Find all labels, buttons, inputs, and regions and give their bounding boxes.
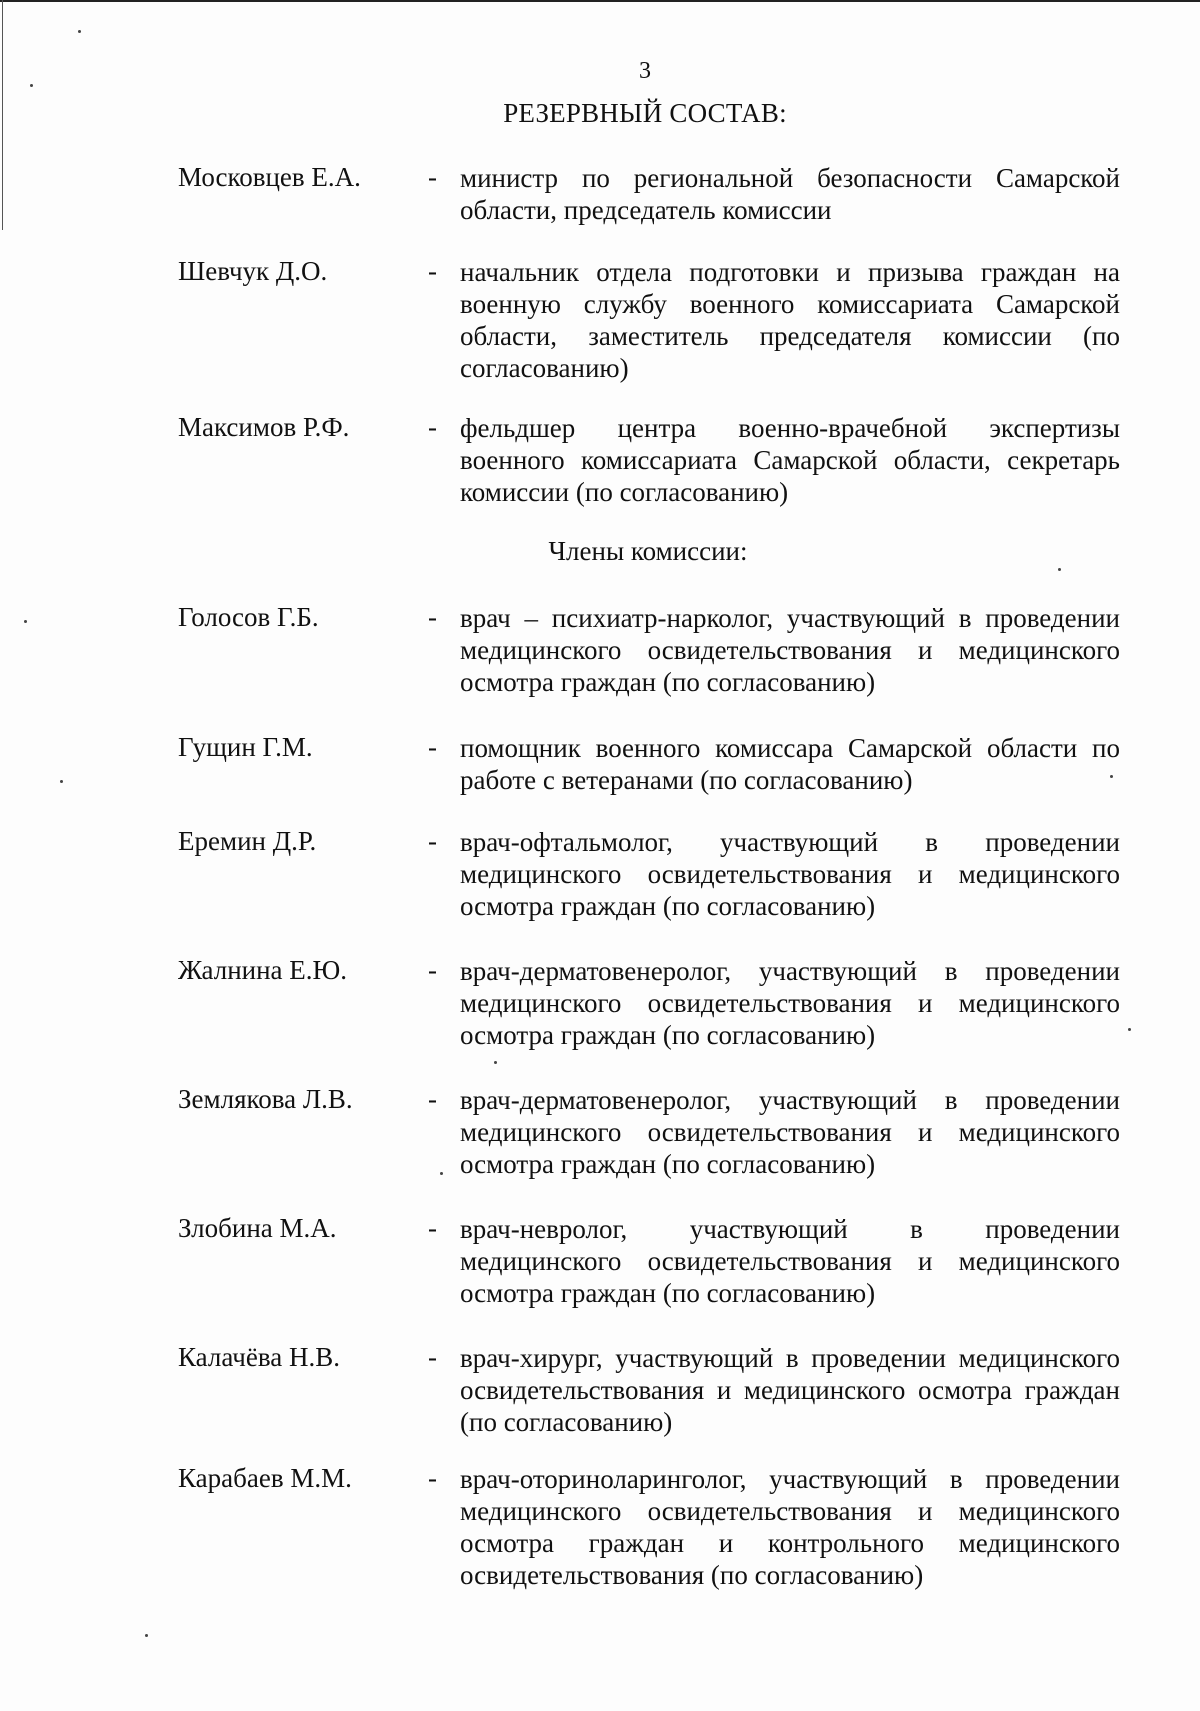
entry-dash: -	[428, 412, 437, 442]
page-number: 3	[639, 58, 651, 84]
entry-dash: -	[428, 732, 437, 762]
scan-speck	[60, 780, 63, 783]
person-role: фельдшер центра военно-врачебной экспертизы военного комиссариата Самарской области, секретарь комиссии (по согласованию)	[460, 413, 1120, 507]
person-name: Землякова Л.В.	[178, 1084, 353, 1114]
scan-top-edge	[0, 0, 1200, 2]
scan-speck	[1110, 775, 1113, 778]
entry-dash: -	[428, 1342, 437, 1372]
person-name: Гущин Г.М.	[178, 732, 313, 762]
person-role: начальник отдела подготовки и призыва граждан на военную службу военного комиссариата Самарской области, заместитель председателя комиссии (по согласованию)	[460, 257, 1120, 383]
scan-speck	[494, 1061, 497, 1064]
person-role: врач-хирург, участвующий в проведении медицинского освидетельствования и медицинского осмотра граждан (по согласованию)	[460, 1343, 1120, 1437]
person-name: Жалнина Е.Ю.	[178, 955, 348, 985]
person-name: Злобина М.А.	[178, 1213, 337, 1243]
person-role: врач-офтальмолог, участвующий в проведении медицинского освидетельствования и медицинского осмотра граждан (по согласованию)	[460, 827, 1120, 921]
entry-dash: -	[428, 1463, 437, 1493]
person-name: Еремин Д.Р.	[178, 826, 317, 856]
scan-speck	[145, 1634, 148, 1637]
person-role: врач-невролог, участвующий в проведении медицинского освидетельствования и медицинского осмотра граждан (по согласованию)	[460, 1214, 1120, 1308]
entry-dash: -	[428, 256, 437, 286]
entry-dash: -	[428, 826, 437, 856]
person-role: врач – психиатр-нарколог, участвующий в проведении медицинского освидетельствования и медицинского осмотра граждан (по согласованию)	[460, 603, 1120, 697]
scan-speck	[30, 84, 33, 87]
person-role: врач-дерматовенеролог, участвующий в проведении медицинского освидетельствования и медицинского осмотра граждан (по согласованию)	[460, 956, 1120, 1050]
person-name: Максимов Р.Ф.	[178, 412, 350, 442]
person-role: помощник военного комиссара Самарской области по работе с ветеранами (по согласованию)	[460, 733, 1120, 795]
scan-speck	[1128, 1028, 1131, 1031]
person-name: Калачёва Н.В.	[178, 1342, 340, 1372]
scan-speck	[1058, 568, 1061, 571]
entry-dash: -	[428, 955, 437, 985]
person-name: Голосов Г.Б.	[178, 602, 319, 632]
person-name: Московцев Е.А.	[178, 162, 361, 192]
person-name: Карабаев М.М.	[178, 1463, 352, 1493]
scan-speck	[78, 30, 81, 33]
section-heading: РЕЗЕРВНЫЙ СОСТАВ:	[503, 98, 787, 128]
person-name: Шевчук Д.О.	[178, 256, 328, 286]
entry-dash: -	[428, 1084, 437, 1114]
entry-dash: -	[428, 602, 437, 632]
person-role: врач-дерматовенеролог, участвующий в проведении медицинского освидетельствования и медицинского осмотра граждан (по согласованию)	[460, 1085, 1120, 1179]
person-role: врач-оториноларинголог, участвующий в проведении медицинского освидетельствования и медицинского осмотра граждан и контрольного медицинского освидетельствования (по согласованию)	[460, 1464, 1120, 1590]
entry-dash: -	[428, 162, 437, 192]
scan-speck	[24, 620, 27, 623]
scan-speck	[440, 1172, 443, 1175]
members-heading: Члены комиссии:	[548, 536, 748, 566]
person-role: министр по региональной безопасности Самарской области, председатель комиссии	[460, 163, 1120, 225]
entry-dash: -	[428, 1213, 437, 1243]
